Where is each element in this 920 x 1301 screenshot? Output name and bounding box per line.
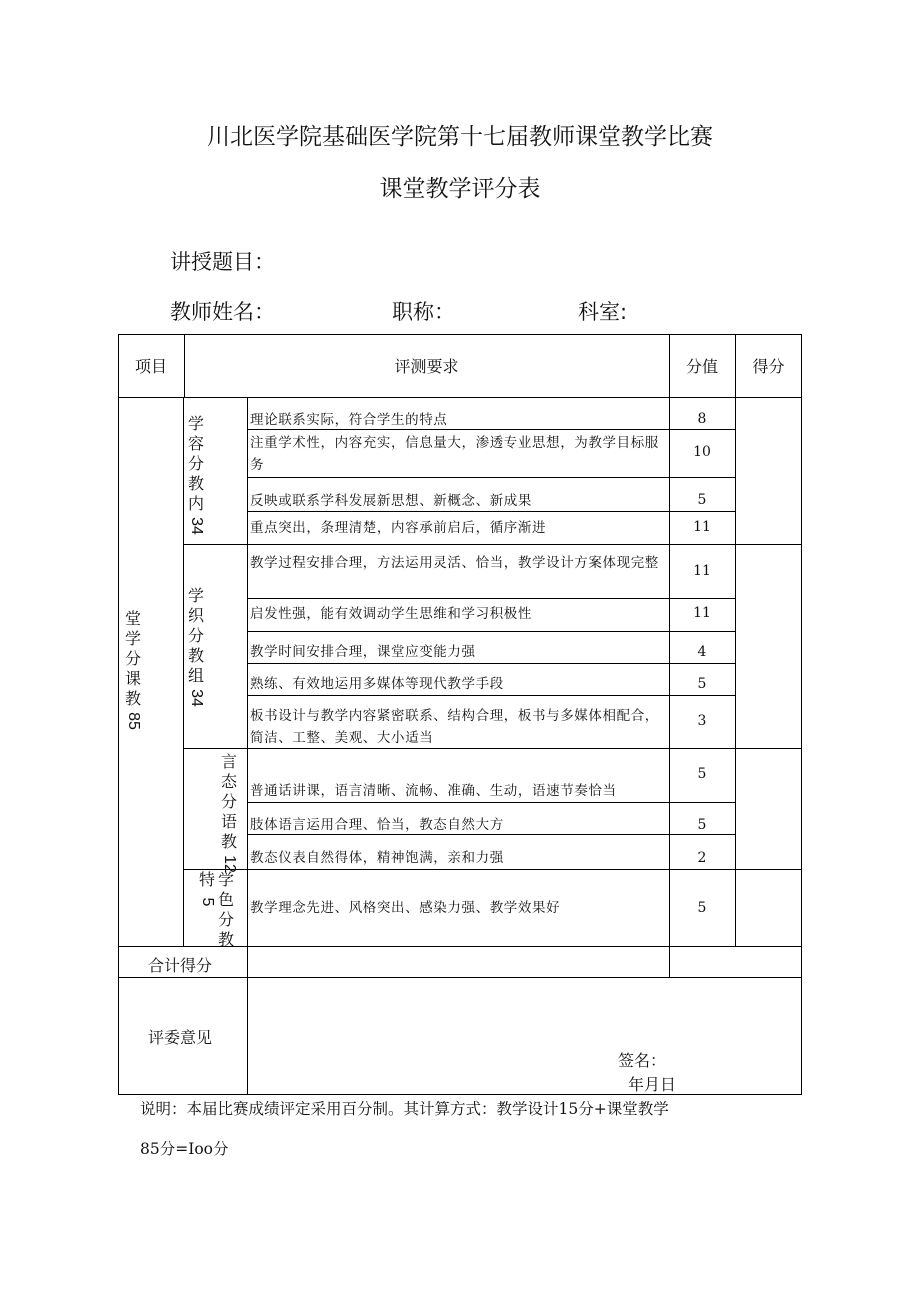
- category-points: 85: [125, 712, 142, 730]
- group-points: 34: [188, 689, 205, 707]
- signature-label: 签名：: [618, 1051, 667, 1070]
- points-value: 8: [697, 411, 707, 427]
- table-border-right: [801, 334, 802, 1095]
- score-col-line: [735, 334, 736, 946]
- requirement-text: 注重学术性，内容充实，信息量大，渗透专业思想，为教学目标服务: [250, 435, 659, 473]
- note-line-2: 85分=Ioo分: [140, 1140, 229, 1158]
- row-divider: [247, 598, 735, 599]
- department-label: 科室:: [578, 300, 628, 324]
- requirement-col-line: [247, 397, 248, 1095]
- category-col-line: [183, 397, 184, 946]
- requirement-text: 熟练、有效地运用多媒体等现代教学手段: [250, 676, 504, 692]
- group-label-language: [220, 752, 238, 874]
- group-points: 12: [221, 855, 238, 873]
- group-points: 5: [199, 897, 216, 907]
- header-score: 得分: [752, 357, 785, 376]
- requirement-text: 普通话讲课，语言清晰、流畅、准确、生动，语速节奏恰当: [250, 783, 617, 799]
- requirement-text: 启发性强，能有效调动学生思维和学习积极性: [250, 606, 532, 622]
- requirement-text: 理论联系实际，符合学生的特点: [250, 412, 448, 428]
- requirement-text: 教学时间安排合理，课堂应变能力强: [250, 644, 476, 660]
- points-value: 11: [693, 563, 711, 579]
- points-value: 5: [697, 817, 707, 833]
- requirement-text: 教学过程安排合理，方法运用灵活、恰当，教学设计方案体现完整: [250, 555, 659, 571]
- requirement-text: 肢体语言运用合理、恰当，教态自然大方: [250, 817, 504, 833]
- group-label-feature-left: [198, 870, 216, 912]
- requirement-text: 教态仪表自然得体，精神饱满，亲和力强: [250, 850, 504, 866]
- judge-opinion-label: 评委意见: [148, 1028, 213, 1047]
- group-label-content: [187, 414, 205, 536]
- total-score-label: 合计得分: [148, 956, 213, 975]
- title-rank-label: 职称：: [392, 300, 455, 324]
- row-divider: [247, 477, 735, 478]
- row-divider: [247, 631, 735, 632]
- group-label-feature-right: [217, 870, 235, 950]
- group-label-text: 言态分语教: [220, 752, 237, 851]
- points-value: 5: [697, 492, 707, 508]
- total-divider: [118, 977, 802, 978]
- group-points: 34: [188, 517, 205, 535]
- page-subtitle: 课堂教学评分表: [379, 176, 541, 202]
- row-divider: [247, 663, 735, 664]
- topic-field-label: 讲授题目：: [170, 250, 275, 274]
- category-label-text: 堂学分课教: [124, 609, 141, 708]
- row-divider: [247, 695, 735, 696]
- points-value: 5: [697, 676, 707, 692]
- requirement-text: 反映或联系学科发展新思想、新概念、新成果: [250, 493, 532, 509]
- group-label-organization: [187, 586, 205, 708]
- points-value: 5: [697, 766, 707, 782]
- scoring-table: [118, 334, 802, 1095]
- requirement-text: 板书设计与教学内容紧密联系、结构合理，板书与多媒体相配合，简洁、工整、美观、大小适当: [250, 708, 659, 746]
- header-points: 分值: [685, 357, 718, 376]
- points-value: 5: [697, 900, 707, 916]
- category-label: [124, 609, 142, 731]
- points-value: 10: [693, 444, 711, 460]
- group3-divider: [183, 869, 802, 870]
- points-value: 4: [697, 644, 707, 660]
- points-value: 3: [697, 713, 707, 729]
- table-border-bottom: [118, 1094, 802, 1095]
- row-divider: [247, 802, 735, 803]
- points-value: 11: [693, 519, 711, 535]
- total-points-line: [669, 946, 670, 978]
- group1-divider: [183, 544, 802, 545]
- date-label: 年月日: [628, 1075, 677, 1094]
- teacher-name-label: 教师姓名：: [170, 300, 275, 324]
- header-divider: [118, 397, 802, 398]
- requirement-text: 重点突出，条理清楚，内容承前启后，循序渐进: [250, 520, 547, 536]
- page-title: 川北医学院基础医学院第十七届教师课堂教学比赛: [207, 124, 713, 150]
- group-label-text: 特: [198, 870, 215, 889]
- group-label-text: 学织分教组: [187, 586, 204, 685]
- table-border-left: [118, 334, 119, 1095]
- requirement-text: 教学理念先进、风格突出、感染力强、教学效果好: [250, 900, 561, 916]
- group-label-text: 学容分教内: [187, 414, 204, 513]
- points-value: 2: [697, 850, 707, 866]
- group-label-text: 学色分教: [217, 870, 234, 949]
- header-item: 项目: [134, 357, 167, 376]
- note-line-1: 说明：本届比赛成绩评定采用百分制。其计算方式：教学设计15分+课堂教学: [140, 1100, 669, 1118]
- header-requirement: 评测要求: [394, 357, 459, 376]
- points-value: 11: [693, 605, 711, 621]
